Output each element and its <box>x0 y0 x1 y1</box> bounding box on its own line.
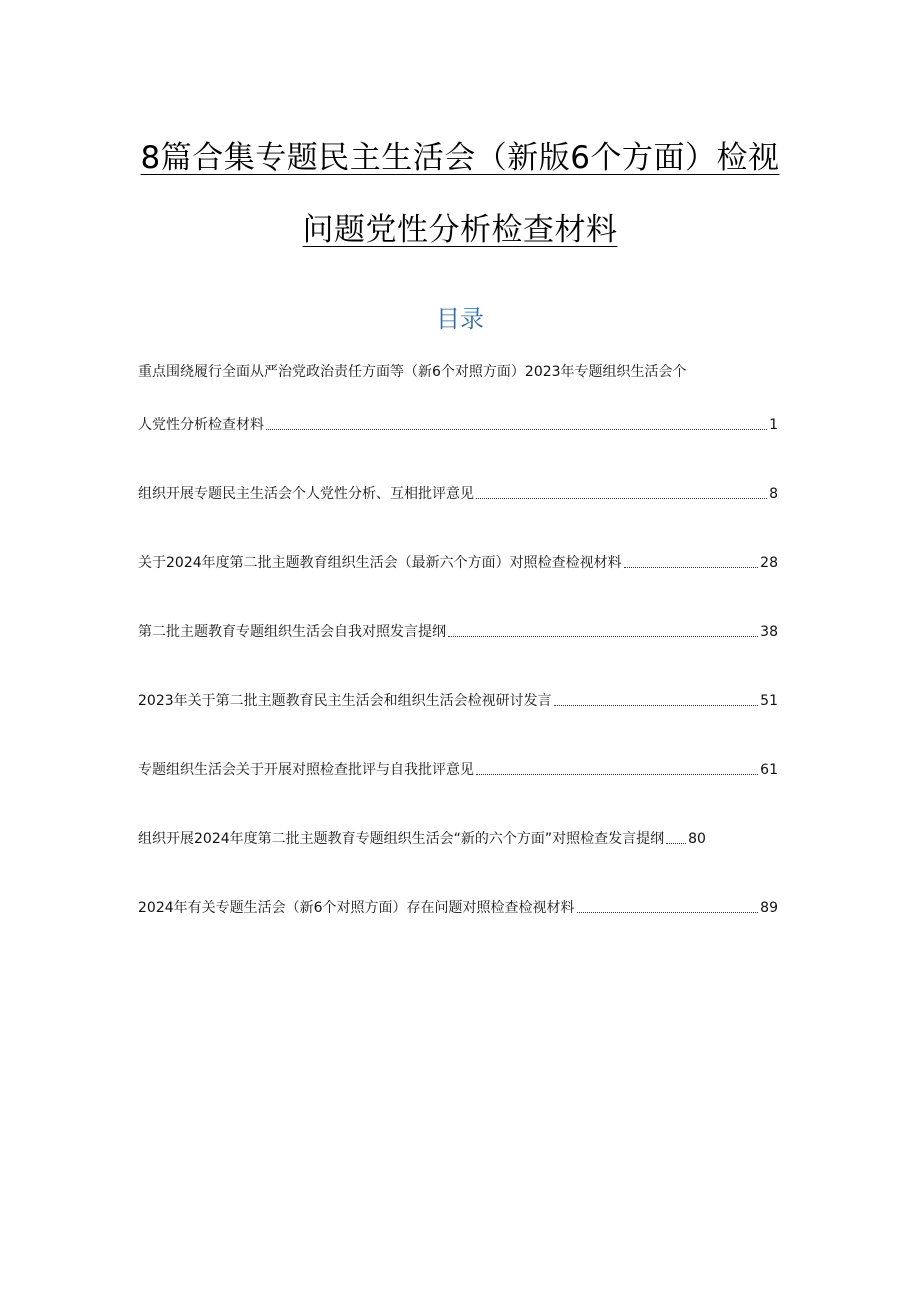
toc-entry-title: 2024年有关专题生活会（新6个对照方面）存在问题对照检查检视材料 <box>138 900 575 916</box>
toc-leader-dots <box>624 567 759 568</box>
toc-entry-page: 1 <box>769 417 778 433</box>
toc-entry-page: 28 <box>760 555 778 571</box>
toc-entry-title: 关于2024年度第二批主题教育组织生活会（最新六个方面）对照检查检视材料 <box>138 555 622 571</box>
toc-entry-page: 61 <box>760 762 778 778</box>
toc-leader-dots <box>554 705 759 706</box>
toc-entry-2[interactable] <box>138 484 778 504</box>
toc-entry-title: 专题组织生活会关于开展对照检查批评与自我批评意见 <box>138 762 474 778</box>
toc-leader-dots <box>266 429 767 430</box>
toc-entry-title: 第二批主题教育专题组织生活会自我对照发言提纲 <box>138 624 446 640</box>
toc-entry-4[interactable] <box>138 622 778 642</box>
toc-leader-dots <box>476 774 758 775</box>
toc-entry-7[interactable] <box>138 829 738 849</box>
toc-leader-dots <box>577 912 759 913</box>
toc-entry-title: 组织开展2024年度第二批主题教育专题组织生活会“新的六个方面”对照检查发言提纲 <box>138 831 665 847</box>
toc-entry-8[interactable] <box>138 898 778 918</box>
toc-entry-page: 38 <box>760 624 778 640</box>
toc-entry-page: 80 <box>688 831 706 847</box>
toc-entry-1[interactable] <box>138 415 778 435</box>
toc-entry-page: 51 <box>760 693 778 709</box>
toc-leader-dots <box>448 636 758 637</box>
title-line-2: 问题党性分析检查材料 <box>302 212 618 248</box>
toc-entry-1-title-line-1[interactable]: 重点围绕履行全面从严治党政治责任方面等（新6个对照方面）2023年专题组织生活会个 <box>138 364 687 380</box>
toc-entry-title: 人党性分析检查材料 <box>138 417 264 433</box>
toc-entry-title: 2023年关于第二批主题教育民主生活会和组织生活会检视研讨发言 <box>138 693 552 709</box>
toc-entry-page: 89 <box>760 900 778 916</box>
toc-entry-title: 组织开展专题民主生活会个人党性分析、互相批评意见 <box>138 486 474 502</box>
toc-entry-3[interactable] <box>138 553 778 573</box>
toc-heading: 目录 <box>436 305 484 333</box>
toc-entry-6[interactable] <box>138 760 778 780</box>
toc-entry-5[interactable] <box>138 691 778 711</box>
toc-entry-page: 8 <box>769 486 778 502</box>
toc-leader-dots <box>476 498 767 499</box>
toc-leader-dots <box>666 843 686 844</box>
title-line-1: 8篇合集专题民主生活会（新版6个方面）检视 <box>140 140 780 176</box>
